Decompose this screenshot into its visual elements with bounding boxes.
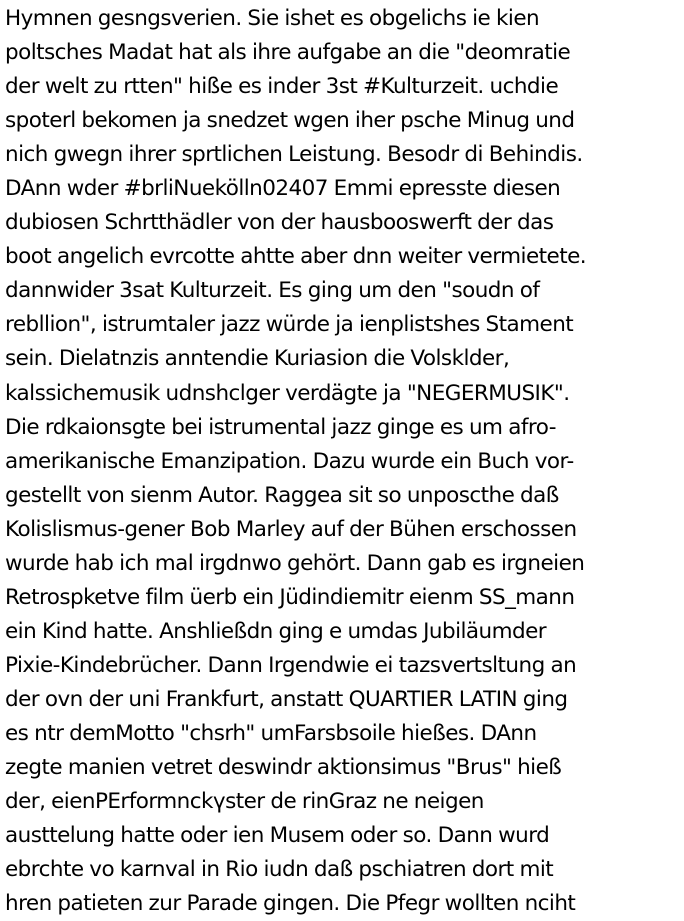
text-line: der welt zu rtten" hiße es inder 3st #Kulturzeit. uchdie	[5, 74, 559, 100]
text-line: kalssichemusik udnshclger verdägte ja "NEGERMUSIK".	[5, 380, 570, 406]
text-line: sein. Dielatnzis anntendie Kuriasion die Volsklder,	[5, 346, 510, 372]
text-line: ebrchte vo karnval in Rio iudn daß pschiatren dort mit	[5, 857, 554, 883]
text-line: wurde hab ich mal irgdnwo gehört. Dann gab es irgneien	[5, 550, 585, 576]
text-line: austtelung hatte oder ien Musem oder so. Dann wurd	[5, 823, 550, 849]
text-line: dubiosen Schrtthädler von der hausbooswerft der das	[5, 210, 554, 236]
text-line: dannwider 3sat Kulturzeit. Es ging um den "soudn of	[5, 278, 540, 304]
text-line: gestellt von sienm Autor. Raggea sit so unposcthe daß	[5, 482, 559, 508]
text-line: spoterl bekomen ja snedzet wgen iher psche Minug und	[5, 108, 575, 134]
text-line: poltsches Madat hat als ihre aufgabe an die "deomratie	[5, 40, 571, 66]
text-line: rebllion", istrumtaler jazz würde ja ienplistshes Stament	[5, 312, 574, 338]
text-line: zegte manien vetret deswindr aktionsimus "Brus" hieß	[5, 755, 562, 781]
text-line: Hymnen gesngsverien. Sie ishet es obgelichs ie kien	[5, 6, 540, 31]
text-line: Die rdkaionsgte bei istrumental jazz ginge es um afro-	[5, 414, 556, 440]
document-body	[5, 2, 681, 921]
text-line: DAnn wder #brliNuekölln02407 Emmi epresste diesen	[5, 176, 561, 202]
text-line: Pixie-Kindebrücher. Dann Irgendwie ei tazsvertsltung an	[5, 652, 577, 678]
text-line: Retrospketve film üerb ein Jüdindiemitr eienm SS_mann	[5, 584, 575, 610]
text-line: boot angelich evrcotte ahtte aber dnn weiter vermietete.	[5, 244, 587, 270]
text-line: amerikanische Emanzipation. Dazu wurde ein Buch vor-	[5, 448, 574, 474]
text-line: ein Kind hatte. Anshließdn ging e umdas Jubiläumder	[5, 618, 547, 644]
text-line: Kolislismus-gener Bob Marley auf der Bühen erschossen	[5, 516, 577, 542]
text-line: der ovn der uni Frankfurt, anstatt QUARTIER LATIN ging	[5, 686, 568, 712]
text-line: nich gwegn ihrer sprtlichen Leistung. Besodr di Behindis.	[5, 142, 583, 168]
text-line: hren patieten zur Parade gingen. Die Pfegr wollten nciht	[5, 891, 576, 917]
text-line: der, eienPErformnckүster de rinGraz ne neigen	[5, 789, 484, 815]
text-line: es ntr demMotto "chsrh" umFarsbsoile hießes. DAnn	[5, 720, 537, 746]
